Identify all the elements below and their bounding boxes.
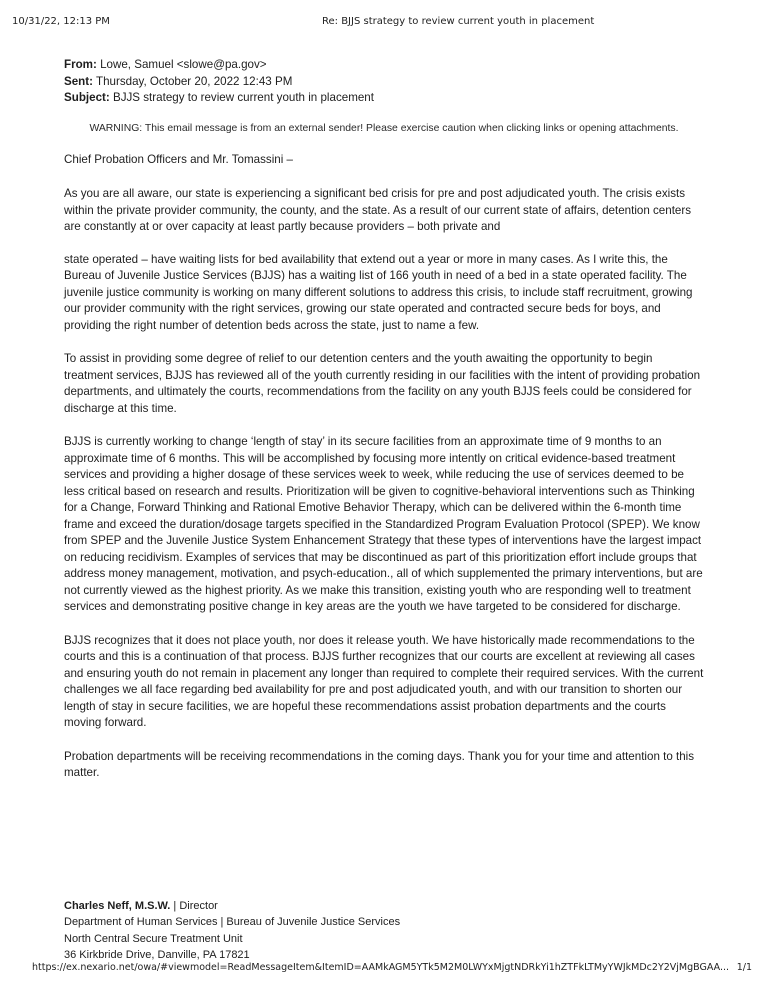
subject-label: Subject: — [64, 91, 110, 104]
page-number: 1/1 — [736, 962, 752, 973]
signature-role: Director — [179, 900, 218, 912]
print-header — [12, 16, 756, 30]
from-value: Lowe, Samuel <slowe@pa.gov> — [100, 58, 267, 71]
signature-name-line — [64, 898, 400, 914]
print-title: Re: BJJS strategy to review current youth in placement — [322, 16, 595, 27]
body-paragraph: Probation departments will be receiving recommendations in the coming days. Thank you for your time and attention to this matter. — [64, 749, 695, 779]
external-sender-warning: WARNING: This email message is from an external sender! Please exercise caution when clicking links or opening attachments. — [89, 122, 679, 134]
subject-line — [64, 90, 704, 107]
body-paragraph: As you are all aware, our state is experiencing a significant bed crisis for pre and post adjudicated youth. The crisis exists within the private provider community, the county, and the state. As a result of our current state of affairs, detention centers are constantly at or over capacity at least partly because providers – both private and — [64, 187, 692, 233]
signature-separator: | — [170, 900, 180, 912]
body-paragraph: BJJS recognizes that it does not place youth, nor does it release youth. We have historically made recommendations to the courts and this is a continuation of that process. BJJS further recognizes that our courts are excellent at reviewing all cases and ensuring youth do not remain in placement any longer than required to complete their required services. With the current challenges we all face regarding bed availability for pre and post adjudicated youth, and with our transition to shorten our length of stay in secure facilities, we are hopeful these recommendations assist probation departments and the courts moving forward. — [64, 633, 704, 729]
signature-block — [64, 898, 400, 964]
print-footer — [12, 962, 756, 976]
from-label: From: — [64, 58, 97, 71]
signature-name: Charles Neff, M.S.W. — [64, 900, 171, 912]
salutation: Chief Probation Officers and Mr. Tomassini – — [64, 152, 293, 166]
print-url[interactable]: https://ex.nexario.net/owa/#viewmodel=ReadMessageItem&ItemID=AAMkAGM5YTk5M2M0LWYxMjgtNDRkYi1hZTFkLTMyYWJkMDc2Y2VjMgBGAA... — [32, 962, 730, 973]
body-paragraph: BJJS is currently working to change ‘length of stay’ in its secure facilities from an approximate time of 9 months to an approximate time of 6 months. This will be accomplished by focusing more intently on critical evidence-based treatment services and providing a higher dosage of these services week to week, while reducing the use of services deemed to be less critical based on research and results. Prioritization will be given to cognitive-behavioral interventions such as Thinking for a Change, Forward Thinking and Rational Emotive Behavior Therapy, which can be delivered within the 6-month time frame and exceed the duration/dosage targets specified in the Standardized Program Evaluation Protocol (SPEP). We know from SPEP and the Juvenile Justice System Enhancement Strategy that these types of interventions have the largest impact on reducing recidivism. Examples of services that may be discontinued as part of this prioritization effort include groups that address money management, motivation, and psych-education., all of which supplemented the primary interventions, but are not currently viewed as the highest priority. As we make this transition, existing youth who are responding well to treatment services and demonstrating positive change in key areas are the youth we have targeted to be considered for discharge. — [64, 435, 703, 613]
sent-value: Thursday, October 20, 2022 12:43 PM — [96, 74, 293, 88]
signature-address: 36 Kirkbride Drive, Danville, PA 17821 — [64, 949, 250, 962]
sent-label: Sent: — [64, 74, 93, 88]
email-document — [64, 57, 704, 782]
subject-value: BJJS strategy to review current youth in placement — [112, 91, 374, 104]
sent-line — [64, 74, 704, 91]
from-line — [64, 57, 704, 74]
signature-org: Department of Human Services | Bureau of Juvenile Justice Services — [64, 916, 401, 929]
body-paragraph: To assist in providing some degree of relief to our detention centers and the youth awaiting the opportunity to begin treatment services, BJJS has reviewed all of the youth currently residing in our facilities with the intent of providing probation departments, and ultimately the courts, recommendations from the facility on any youth BJJS feels could be considered for discharge at this time. — [64, 352, 701, 415]
signature-unit: North Central Secure Treatment Unit — [64, 932, 243, 945]
print-datetime: 10/31/22, 12:13 PM — [12, 16, 110, 27]
body-paragraph: state operated – have waiting lists for bed availability that extend out a year or more in many cases. As I write this, the Bureau of Juvenile Justice Services (BJJS) has a waiting list of 166 youth in need of a bed in a state operated facility. The juvenile justice community is working on many different solutions to address this crisis, to include staff recruitment, growing our provider community with the right services, growing our state operated and contracted secure beds for boys, and providing the right number of detention beds across the state, just to name a few. — [64, 252, 693, 332]
